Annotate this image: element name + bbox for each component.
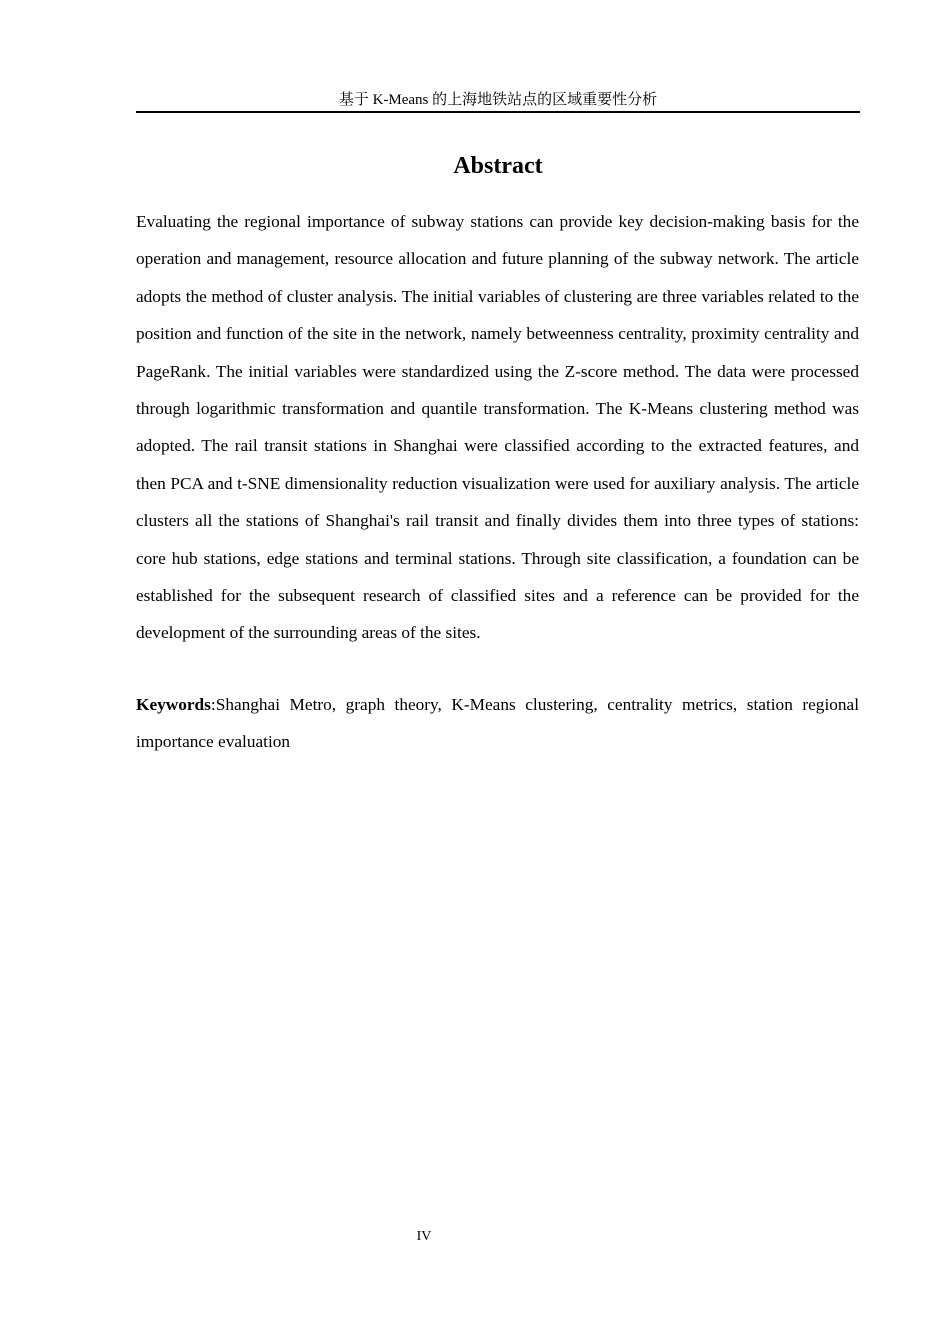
abstract-paragraph: Evaluating the regional importance of subway stations can provide key decision-making basis for the operation and management, resource allocation and future planning of the subway network. The article adopts the method of cluster analysis. The initial variables of clustering are three variables related to the position and function of the site in the network, namely betweenness centrality, proximity centrality and PageRank. The initial variables were standardized using the Z-score method. The data were processed through logarithmic transformation and quantile transformation. The K-Means clustering method was adopted. The rail transit stations in Shanghai were classified according to the extracted features, and then PCA and t-SNE dimensionality reduction visualization were used for auxiliary analysis. The article clusters all the stations of Shanghai's rail transit and finally divides them into three types of stations: core hub stations, edge stations and terminal stations. Through site classification, a foundation can be established for the subsequent research of classified sites and a reference can be provided for the development of the surrounding areas of the sites. bbox=[136, 212, 859, 643]
keywords-text: Shanghai Metro, graph theory, K-Means clustering, centrality metrics, station regional importance evaluation bbox=[136, 695, 859, 752]
keywords-label: Keywords bbox=[136, 695, 211, 714]
page-number: IV bbox=[416, 1229, 432, 1244]
section-title: Abstract bbox=[453, 153, 543, 179]
keywords-separator: : bbox=[210, 695, 216, 714]
header-divider bbox=[136, 111, 860, 113]
keywords-line bbox=[136, 686, 859, 761]
abstract-body bbox=[136, 203, 859, 652]
running-header: 基于 K-Means 的上海地铁站点的区域重要性分析 bbox=[338, 92, 658, 108]
